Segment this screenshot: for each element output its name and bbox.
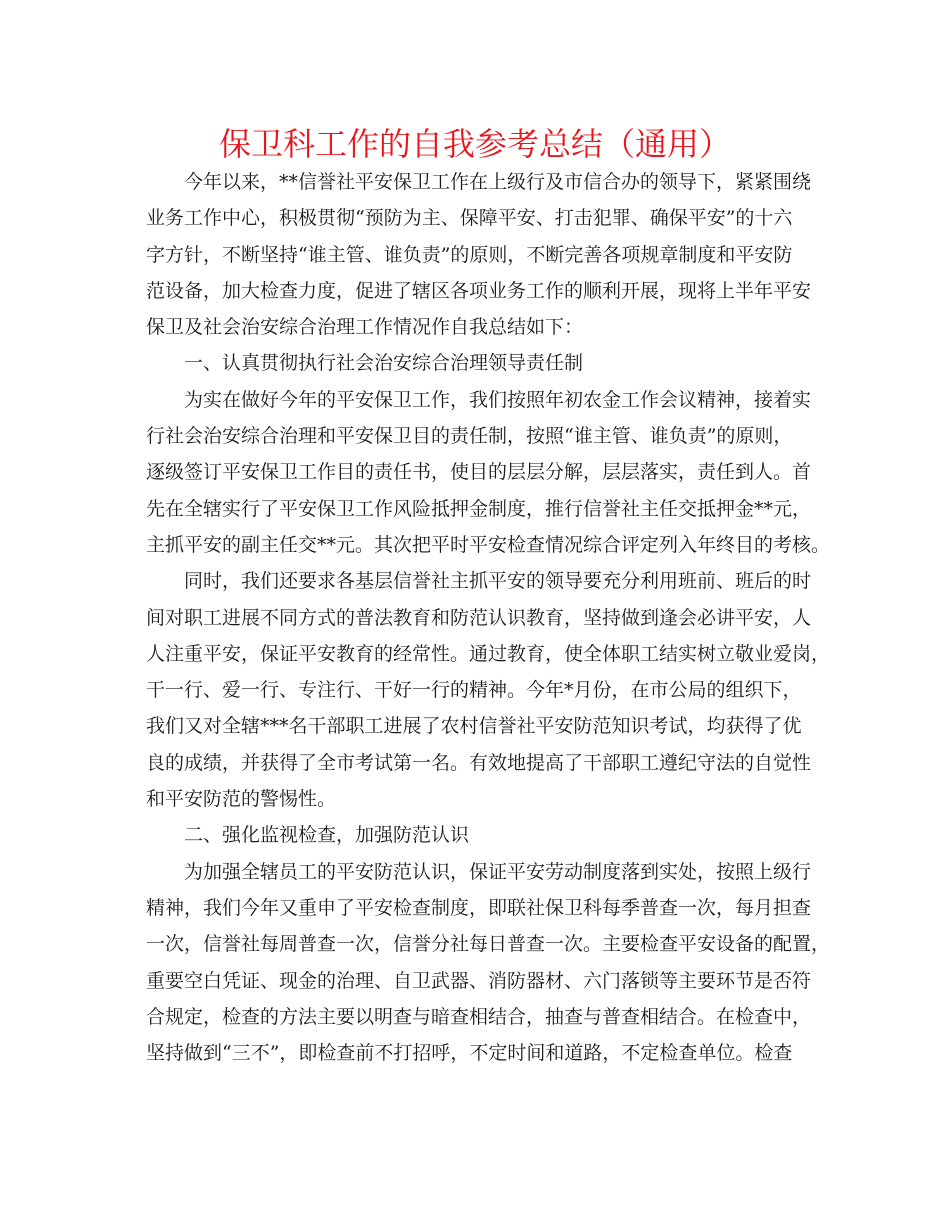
- text-line: 先在全辖实行了平安保卫工作风险抵押金制度，推行信誉社主任交抵押金**元，: [146, 497, 812, 520]
- text-line: 字方针，不断坚持“谁主管、谁负责”的原则，不断完善各项规章制度和平安防: [146, 243, 793, 266]
- text-line: 良的成绩，并获得了全市考试第一名。有效地提高了干部职工遵纪守法的自觉性: [146, 751, 812, 774]
- text-line: 行社会治安综合治理和平安保卫目的责任制，按照“谁主管、谁负责”的原则，: [146, 425, 793, 448]
- text-line: 精神，我们今年又重申了平安检查制度，即联社保卫科每季普查一次，每月担查: [146, 896, 812, 919]
- text-line: 我们又对全辖***名干部职工进展了农村信誉社平安防范知识考试，均获得了优: [146, 715, 802, 738]
- text-line: 和平安防范的警惕性。: [146, 788, 337, 811]
- text-line: 重要空白凭证、现金的治理、自卫武器、消防器材、六门落锁等主要环节是否符: [146, 969, 812, 992]
- text-line: 坚持做到“三不”，即检查前不打招呼，不定时间和道路，不定检查单位。检查: [146, 1042, 793, 1065]
- text-line: 今年以来，**信誉社平安保卫工作在上级行及市信合办的领导下，紧紧围绕: [184, 171, 812, 193]
- document-title: 保卫科工作的自我参考总结（通用）: [218, 125, 731, 163]
- text-line: 业务工作中心，积极贯彻“预防为主、保障平安、打击犯罪、确保平安”的十六: [146, 207, 793, 230]
- text-line: 同时，我们还要求各基层信誉社主抓平安的领导要充分利用班前、班后的时: [184, 570, 812, 593]
- text-line: 间对职工进展不同方式的普法教育和防范认识教育，坚持做到逢会必讲平安，人: [146, 606, 812, 629]
- text-line: 干一行、爱一行、专注行、干好一行的精神。今年*月份，在市公局的组织下，: [146, 679, 802, 702]
- text-line: 范设备，加大检查力度，促进了辖区各项业务工作的顺利开展，现将上半年平安: [146, 279, 812, 302]
- text-line: 二、强化监视检查，加强防范认识: [184, 824, 470, 847]
- text-line: 一、认真贯彻执行社会治安综合治理领导责任制: [184, 352, 584, 375]
- text-line: 为加强全辖员工的平安防范认识，保证平安劳动制度落到实处，按照上级行: [184, 860, 812, 883]
- text-line: 为实在做好今年的平安保卫工作，我们按照年初农金工作会议精神，接着实: [184, 388, 812, 411]
- text-line: 逐级签订平安保卫工作目的责任书，使目的层层分解，层层落实，责任到人。首: [146, 461, 812, 484]
- text-line: 保卫及社会治安综合治理工作情况作自我总结如下：: [146, 316, 584, 339]
- text-line: 主抓平安的副主任交**元。其次把平时平安检查情况综合评定列入年终目的考核。: [146, 533, 831, 556]
- document-body: [146, 164, 831, 1071]
- text-line: 人注重平安，保证平安教育的经常性。通过教育，使全体职工结实树立敬业爱岗，: [146, 642, 831, 665]
- text-line: 一次，信誉社每周普查一次，信誉分社每日普查一次。主要检查平安设备的配置，: [146, 933, 831, 956]
- text-line: 合规定，检查的方法主要以明查与暗查相结合，抽查与普查相结合。在检查中，: [146, 1005, 812, 1028]
